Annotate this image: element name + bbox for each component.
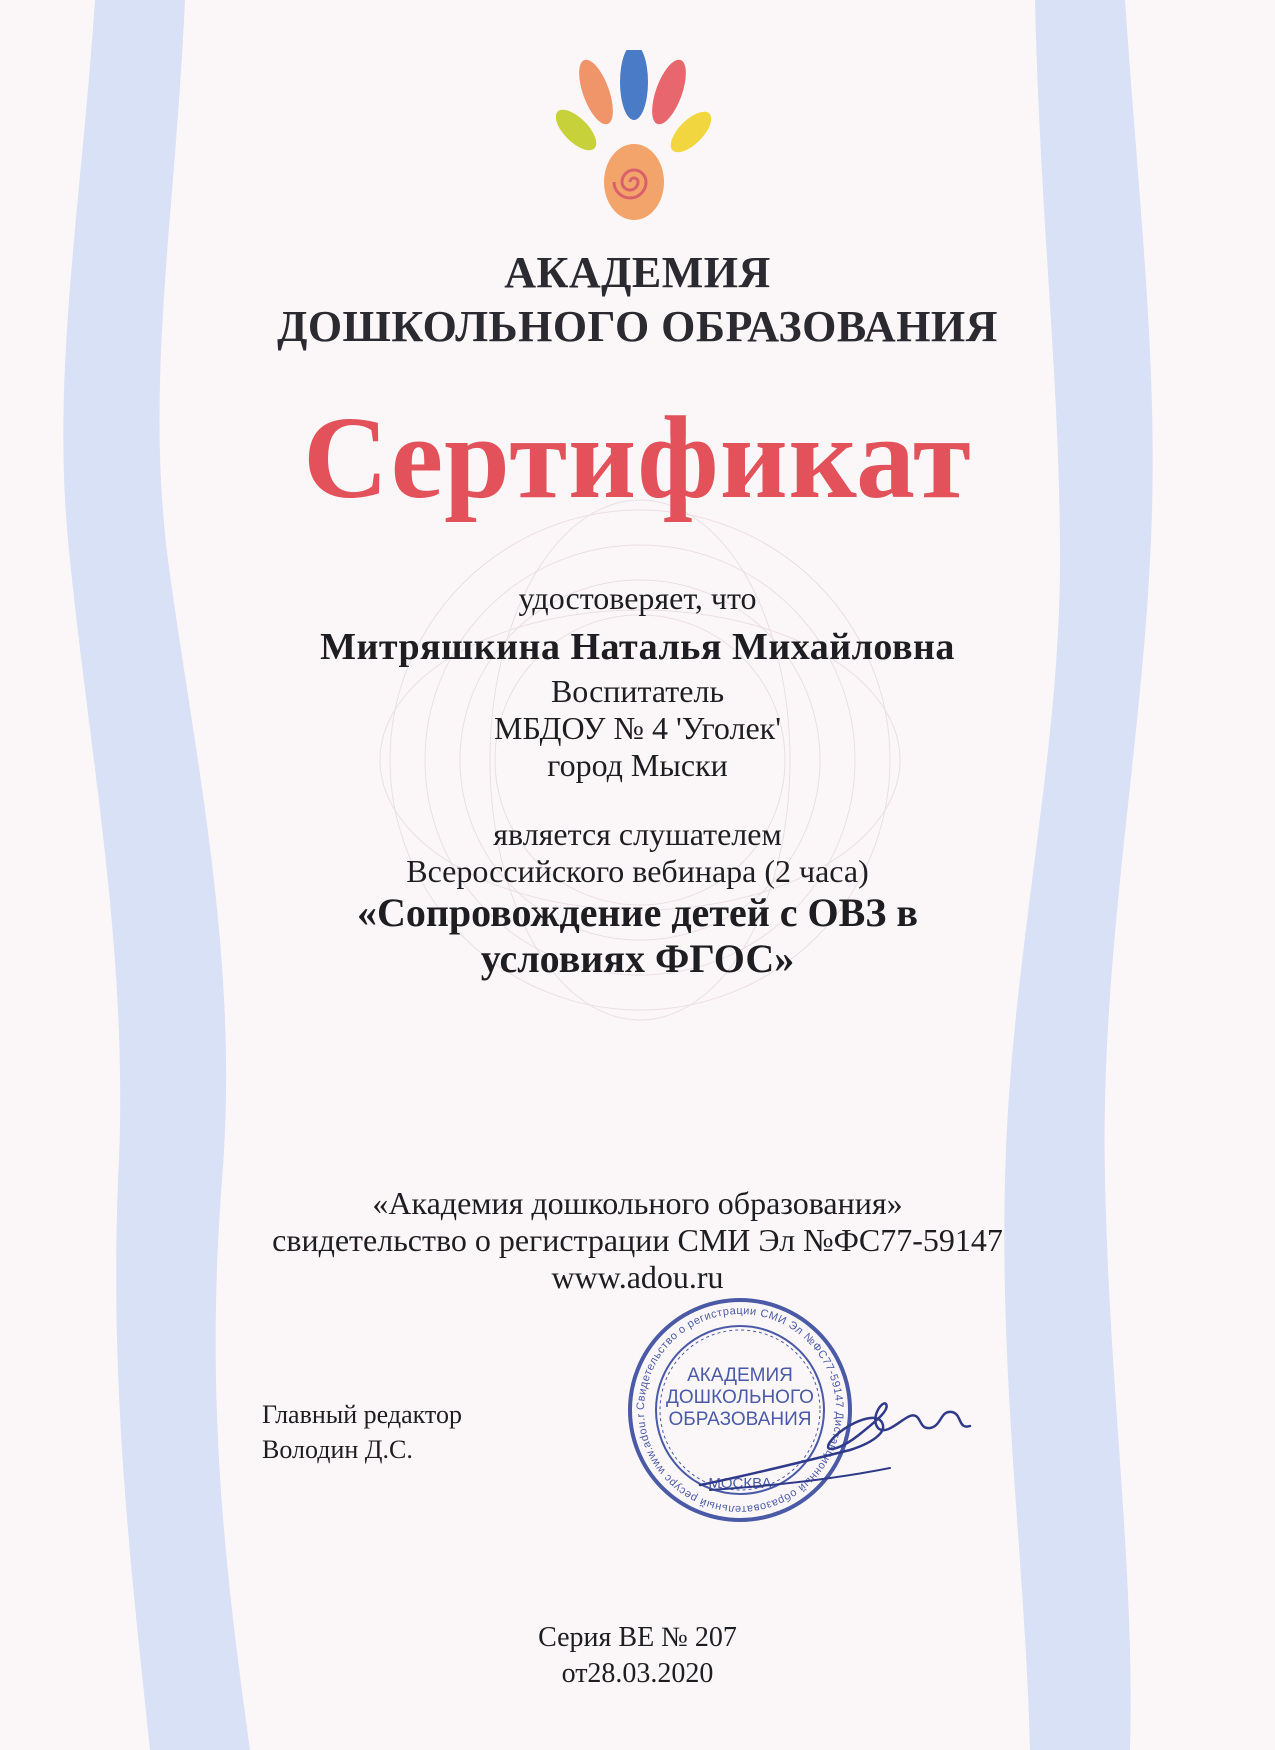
certifies-text: удостоверяет, что — [518, 580, 757, 616]
editor-block — [262, 1397, 462, 1467]
publisher-name: «Академия дошкольного образования» — [372, 1185, 903, 1221]
stamp-line-1: АКАДЕМИЯ — [687, 1365, 793, 1386]
stamp-line-3: ОБРАЗОВАНИЯ — [668, 1409, 812, 1430]
organization-line-1: АКАДЕМИЯ — [504, 248, 771, 297]
series-number: Серия ВЕ № 207 — [538, 1622, 737, 1653]
status-text: является слушателем — [493, 816, 782, 852]
recipient-city: город Мыски — [547, 747, 728, 783]
stamp-line-2: ДОШКОЛЬНОГО — [666, 1387, 814, 1408]
publisher-info — [0, 1185, 1275, 1296]
stamp-city: МОСКВА — [708, 1475, 772, 1492]
series-block — [0, 1620, 1275, 1692]
series-date: от28.03.2020 — [561, 1658, 714, 1689]
stamp-ring-text: Свидетельство о регистрации СМИ Эл №ФС77-59147 Дистанционный образовательный ресурс www.adou.r — [634, 1304, 846, 1516]
recipient-position: Воспитатель — [550, 673, 725, 709]
certificate-body — [0, 580, 1275, 982]
signature-icon — [690, 1390, 990, 1500]
certificate-title: Сертификат — [303, 392, 972, 523]
publisher-registration: свидетельство о регистрации СМИ Эл №ФС77-59147 — [272, 1222, 1003, 1258]
editor-name: Володин Д.С. — [262, 1435, 413, 1464]
event-text: Всероссийского вебинара (2 часа) — [406, 853, 869, 889]
editor-role: Главный редактор — [262, 1400, 462, 1429]
organization-line-2: ДОШКОЛЬНОГО ОБРАЗОВАНИЯ — [277, 302, 998, 351]
hand-spiral-logo-icon — [556, 50, 716, 230]
publisher-website: www.adou.ru — [551, 1259, 724, 1295]
recipient-name: Митряшкина Наталья Михайловна — [320, 626, 955, 668]
webinar-title-line-2: условиях ФГОС» — [480, 936, 795, 981]
recipient-institution: МБДОУ № 4 'Уголек' — [494, 710, 781, 746]
organization-title — [0, 246, 1275, 354]
webinar-title-line-1: «Сопровождение детей с ОВЗ в — [356, 890, 919, 935]
